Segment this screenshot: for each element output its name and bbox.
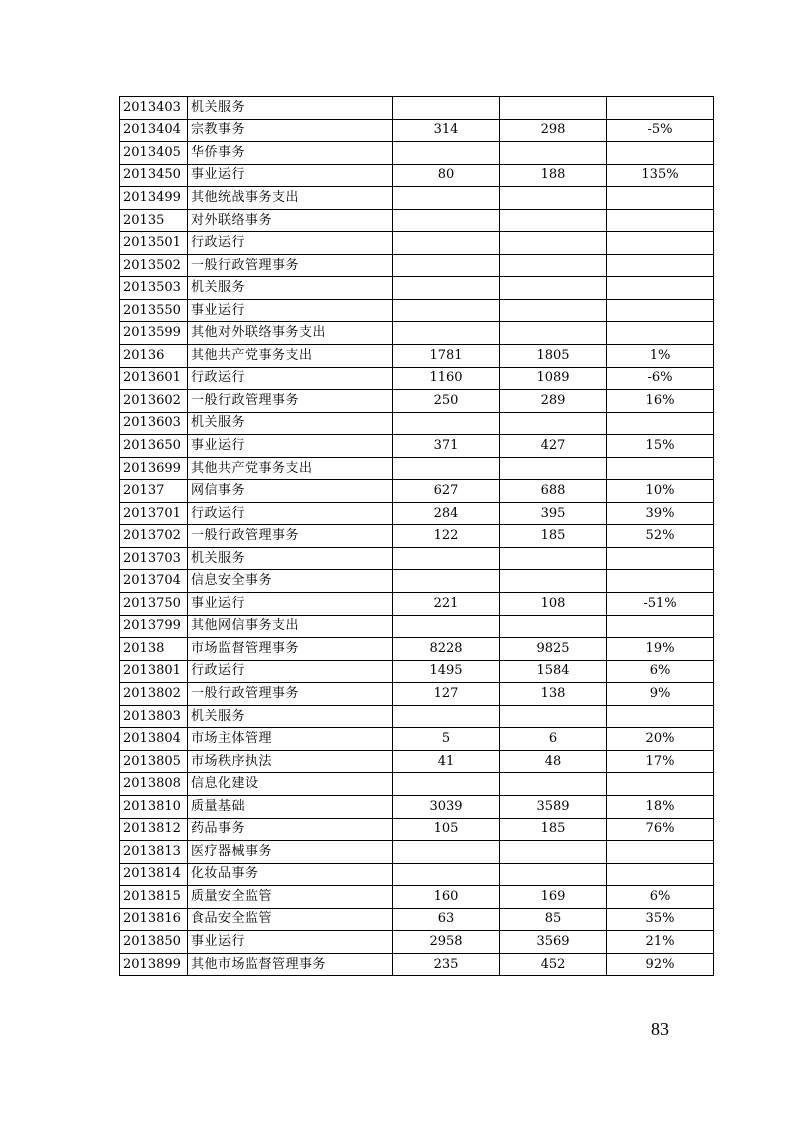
change-percent-cell (607, 187, 714, 210)
table-row (120, 931, 714, 954)
table-row (120, 795, 714, 818)
subject-code-cell: 2013808 (120, 773, 188, 796)
subject-code-cell: 2013812 (120, 818, 188, 841)
change-percent-cell: 21% (607, 931, 714, 954)
current-year-value-cell: 1805 (500, 345, 607, 368)
prior-year-value-cell (393, 773, 500, 796)
subject-code-cell: 20135 (120, 209, 188, 232)
table-row (120, 773, 714, 796)
subject-name-cell: 其他市场监督管理事务 (188, 953, 393, 976)
subject-name-cell: 一般行政管理事务 (188, 390, 393, 413)
current-year-value-cell (500, 232, 607, 255)
subject-code-cell: 2013803 (120, 705, 188, 728)
subject-name-cell: 行政运行 (188, 232, 393, 255)
subject-code-cell: 2013805 (120, 750, 188, 773)
change-percent-cell (607, 97, 714, 120)
table-row (120, 593, 714, 616)
subject-name-cell: 宗教事务 (188, 119, 393, 142)
table-row (120, 886, 714, 909)
subject-code-cell: 20138 (120, 638, 188, 661)
current-year-value-cell (500, 547, 607, 570)
current-year-value-cell: 185 (500, 525, 607, 548)
subject-code-cell: 2013702 (120, 525, 188, 548)
current-year-value-cell: 48 (500, 750, 607, 773)
change-percent-cell: 9% (607, 683, 714, 706)
prior-year-value-cell: 3039 (393, 795, 500, 818)
table-row (120, 480, 714, 503)
subject-code-cell: 2013450 (120, 164, 188, 187)
change-percent-cell (607, 570, 714, 593)
page-number: 83 (651, 1019, 669, 1039)
table-row (120, 412, 714, 435)
prior-year-value-cell: 314 (393, 119, 500, 142)
prior-year-value-cell: 127 (393, 683, 500, 706)
prior-year-value-cell: 284 (393, 502, 500, 525)
subject-name-cell: 机关服务 (188, 277, 393, 300)
table-row (120, 908, 714, 931)
table-row (120, 187, 714, 210)
subject-code-cell: 2013599 (120, 322, 188, 345)
subject-name-cell: 行政运行 (188, 502, 393, 525)
change-percent-cell: 16% (607, 390, 714, 413)
prior-year-value-cell: 160 (393, 886, 500, 909)
prior-year-value-cell: 627 (393, 480, 500, 503)
subject-name-cell: 市场秩序执法 (188, 750, 393, 773)
subject-name-cell: 其他统战事务支出 (188, 187, 393, 210)
prior-year-value-cell (393, 322, 500, 345)
table-row (120, 119, 714, 142)
subject-code-cell: 2013650 (120, 435, 188, 458)
change-percent-cell: -6% (607, 367, 714, 390)
table-row (120, 547, 714, 570)
prior-year-value-cell (393, 412, 500, 435)
change-percent-cell (607, 209, 714, 232)
subject-code-cell: 2013899 (120, 953, 188, 976)
table-row (120, 953, 714, 976)
table-row (120, 254, 714, 277)
prior-year-value-cell (393, 547, 500, 570)
table-row (120, 97, 714, 120)
change-percent-cell (607, 277, 714, 300)
change-percent-cell (607, 412, 714, 435)
prior-year-value-cell: 371 (393, 435, 500, 458)
subject-name-cell: 市场主体管理 (188, 728, 393, 751)
table-row (120, 728, 714, 751)
table-row (120, 345, 714, 368)
table-row (120, 322, 714, 345)
subject-code-cell: 2013405 (120, 142, 188, 165)
table-row (120, 502, 714, 525)
prior-year-value-cell (393, 615, 500, 638)
subject-name-cell: 食品安全监管 (188, 908, 393, 931)
prior-year-value-cell: 1160 (393, 367, 500, 390)
subject-name-cell: 事业运行 (188, 299, 393, 322)
change-percent-cell: 39% (607, 502, 714, 525)
subject-code-cell: 2013550 (120, 299, 188, 322)
change-percent-cell: 92% (607, 953, 714, 976)
current-year-value-cell (500, 412, 607, 435)
subject-code-cell: 2013816 (120, 908, 188, 931)
budget-table (119, 96, 714, 976)
current-year-value-cell: 1584 (500, 660, 607, 683)
current-year-value-cell (500, 209, 607, 232)
subject-name-cell: 事业运行 (188, 164, 393, 187)
current-year-value-cell: 6 (500, 728, 607, 751)
prior-year-value-cell: 1495 (393, 660, 500, 683)
current-year-value-cell (500, 277, 607, 300)
change-percent-cell: 1% (607, 345, 714, 368)
prior-year-value-cell: 5 (393, 728, 500, 751)
change-percent-cell (607, 457, 714, 480)
current-year-value-cell: 452 (500, 953, 607, 976)
subject-code-cell: 2013810 (120, 795, 188, 818)
subject-code-cell: 2013704 (120, 570, 188, 593)
current-year-value-cell (500, 457, 607, 480)
subject-code-cell: 2013813 (120, 841, 188, 864)
current-year-value-cell: 298 (500, 119, 607, 142)
prior-year-value-cell: 63 (393, 908, 500, 931)
table-row (120, 660, 714, 683)
table-body (120, 97, 714, 976)
prior-year-value-cell (393, 232, 500, 255)
current-year-value-cell: 138 (500, 683, 607, 706)
current-year-value-cell (500, 570, 607, 593)
table-row (120, 615, 714, 638)
prior-year-value-cell (393, 863, 500, 886)
prior-year-value-cell (393, 142, 500, 165)
change-percent-cell: 19% (607, 638, 714, 661)
subject-code-cell: 2013703 (120, 547, 188, 570)
prior-year-value-cell: 41 (393, 750, 500, 773)
change-percent-cell (607, 773, 714, 796)
prior-year-value-cell: 2958 (393, 931, 500, 954)
prior-year-value-cell: 8228 (393, 638, 500, 661)
table-row (120, 435, 714, 458)
subject-name-cell: 一般行政管理事务 (188, 683, 393, 706)
subject-code-cell: 2013814 (120, 863, 188, 886)
subject-code-cell: 2013815 (120, 886, 188, 909)
change-percent-cell (607, 254, 714, 277)
prior-year-value-cell: 1781 (393, 345, 500, 368)
subject-code-cell: 2013502 (120, 254, 188, 277)
change-percent-cell (607, 142, 714, 165)
table-row (120, 277, 714, 300)
subject-name-cell: 事业运行 (188, 435, 393, 458)
subject-code-cell: 2013701 (120, 502, 188, 525)
change-percent-cell (607, 299, 714, 322)
subject-name-cell: 其他共产党事务支出 (188, 345, 393, 368)
subject-name-cell: 网信事务 (188, 480, 393, 503)
current-year-value-cell (500, 254, 607, 277)
current-year-value-cell: 85 (500, 908, 607, 931)
table-row (120, 705, 714, 728)
subject-name-cell: 其他网信事务支出 (188, 615, 393, 638)
change-percent-cell: 10% (607, 480, 714, 503)
subject-name-cell: 行政运行 (188, 367, 393, 390)
subject-name-cell: 行政运行 (188, 660, 393, 683)
subject-code-cell: 2013802 (120, 683, 188, 706)
subject-name-cell: 信息安全事务 (188, 570, 393, 593)
subject-name-cell: 信息化建设 (188, 773, 393, 796)
subject-code-cell: 2013699 (120, 457, 188, 480)
current-year-value-cell (500, 187, 607, 210)
table-row (120, 863, 714, 886)
current-year-value-cell (500, 615, 607, 638)
current-year-value-cell (500, 299, 607, 322)
table-row (120, 142, 714, 165)
current-year-value-cell: 108 (500, 593, 607, 616)
change-percent-cell: 20% (607, 728, 714, 751)
prior-year-value-cell (393, 570, 500, 593)
change-percent-cell: 52% (607, 525, 714, 548)
subject-code-cell: 2013850 (120, 931, 188, 954)
subject-name-cell: 市场监督管理事务 (188, 638, 393, 661)
current-year-value-cell (500, 142, 607, 165)
current-year-value-cell: 188 (500, 164, 607, 187)
change-percent-cell (607, 547, 714, 570)
table-row (120, 209, 714, 232)
subject-code-cell: 2013499 (120, 187, 188, 210)
table-row (120, 683, 714, 706)
table-row (120, 232, 714, 255)
change-percent-cell: 6% (607, 660, 714, 683)
subject-code-cell: 2013403 (120, 97, 188, 120)
table-row (120, 638, 714, 661)
current-year-value-cell: 9825 (500, 638, 607, 661)
subject-code-cell: 2013503 (120, 277, 188, 300)
subject-name-cell: 事业运行 (188, 593, 393, 616)
table-row (120, 841, 714, 864)
change-percent-cell: 135% (607, 164, 714, 187)
current-year-value-cell (500, 841, 607, 864)
current-year-value-cell: 395 (500, 502, 607, 525)
change-percent-cell: 35% (607, 908, 714, 931)
current-year-value-cell: 688 (500, 480, 607, 503)
subject-name-cell: 医疗器械事务 (188, 841, 393, 864)
prior-year-value-cell (393, 705, 500, 728)
table-row (120, 457, 714, 480)
subject-code-cell: 2013602 (120, 390, 188, 413)
current-year-value-cell: 3589 (500, 795, 607, 818)
subject-name-cell: 机关服务 (188, 412, 393, 435)
change-percent-cell: 6% (607, 886, 714, 909)
table-row (120, 367, 714, 390)
change-percent-cell (607, 841, 714, 864)
subject-code-cell: 2013501 (120, 232, 188, 255)
table-row (120, 164, 714, 187)
current-year-value-cell: 427 (500, 435, 607, 458)
prior-year-value-cell: 122 (393, 525, 500, 548)
current-year-value-cell (500, 97, 607, 120)
subject-code-cell: 2013603 (120, 412, 188, 435)
subject-code-cell: 20137 (120, 480, 188, 503)
subject-code-cell: 2013801 (120, 660, 188, 683)
prior-year-value-cell: 235 (393, 953, 500, 976)
table-row (120, 570, 714, 593)
subject-name-cell: 机关服务 (188, 547, 393, 570)
change-percent-cell: 15% (607, 435, 714, 458)
current-year-value-cell (500, 705, 607, 728)
table-row (120, 390, 714, 413)
subject-code-cell: 20136 (120, 345, 188, 368)
prior-year-value-cell (393, 254, 500, 277)
current-year-value-cell (500, 773, 607, 796)
current-year-value-cell: 1089 (500, 367, 607, 390)
subject-code-cell: 2013804 (120, 728, 188, 751)
subject-name-cell: 华侨事务 (188, 142, 393, 165)
subject-name-cell: 其他对外联络事务支出 (188, 322, 393, 345)
subject-name-cell: 对外联络事务 (188, 209, 393, 232)
prior-year-value-cell (393, 277, 500, 300)
change-percent-cell: -51% (607, 593, 714, 616)
change-percent-cell (607, 322, 714, 345)
current-year-value-cell (500, 322, 607, 345)
subject-name-cell: 机关服务 (188, 97, 393, 120)
subject-name-cell: 其他共产党事务支出 (188, 457, 393, 480)
current-year-value-cell: 3569 (500, 931, 607, 954)
current-year-value-cell: 185 (500, 818, 607, 841)
change-percent-cell: 76% (607, 818, 714, 841)
table-row (120, 818, 714, 841)
current-year-value-cell: 289 (500, 390, 607, 413)
subject-code-cell: 2013601 (120, 367, 188, 390)
change-percent-cell: 17% (607, 750, 714, 773)
subject-name-cell: 药品事务 (188, 818, 393, 841)
prior-year-value-cell: 250 (393, 390, 500, 413)
subject-name-cell: 机关服务 (188, 705, 393, 728)
change-percent-cell (607, 863, 714, 886)
current-year-value-cell: 169 (500, 886, 607, 909)
subject-code-cell: 2013799 (120, 615, 188, 638)
subject-code-cell: 2013750 (120, 593, 188, 616)
prior-year-value-cell (393, 299, 500, 322)
prior-year-value-cell (393, 841, 500, 864)
prior-year-value-cell (393, 187, 500, 210)
change-percent-cell: 18% (607, 795, 714, 818)
change-percent-cell: -5% (607, 119, 714, 142)
subject-name-cell: 化妆品事务 (188, 863, 393, 886)
subject-code-cell: 2013404 (120, 119, 188, 142)
current-year-value-cell (500, 863, 607, 886)
change-percent-cell (607, 232, 714, 255)
subject-name-cell: 事业运行 (188, 931, 393, 954)
subject-name-cell: 一般行政管理事务 (188, 525, 393, 548)
prior-year-value-cell (393, 209, 500, 232)
subject-name-cell: 质量安全监管 (188, 886, 393, 909)
change-percent-cell (607, 705, 714, 728)
prior-year-value-cell: 221 (393, 593, 500, 616)
prior-year-value-cell (393, 457, 500, 480)
table-row (120, 750, 714, 773)
subject-name-cell: 质量基础 (188, 795, 393, 818)
prior-year-value-cell: 80 (393, 164, 500, 187)
prior-year-value-cell: 105 (393, 818, 500, 841)
table-row (120, 299, 714, 322)
subject-name-cell: 一般行政管理事务 (188, 254, 393, 277)
change-percent-cell (607, 615, 714, 638)
table-row (120, 525, 714, 548)
prior-year-value-cell (393, 97, 500, 120)
